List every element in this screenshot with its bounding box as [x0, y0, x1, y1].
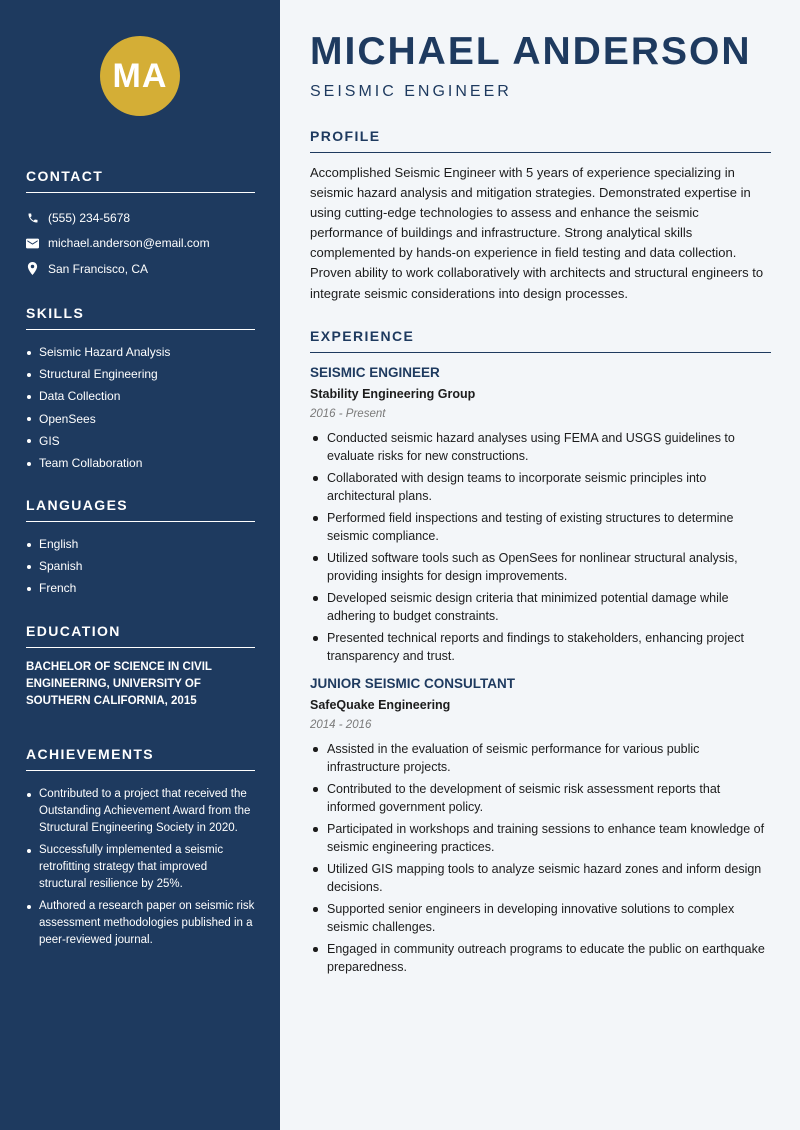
job-company: Stability Engineering Group — [310, 387, 476, 401]
email-text: michael.anderson@email.com — [48, 236, 210, 251]
list-item: OpenSees — [26, 408, 255, 430]
education-degree: BACHELOR OF SCIENCE IN CIVIL ENGINEERING, UNIVERSITY OF SOUTHERN CALIFORNIA, 2015 — [26, 661, 212, 707]
list-item: Presented technical reports and findings to stakeholders, enhancing project transparency and trust. — [310, 629, 771, 665]
list-item: Contributed to a project that received the Outstanding Achievement Award from the Structural Engineering Society in 2020. — [26, 786, 255, 837]
phone-text: (555) 234-5678 — [48, 210, 131, 225]
job-entry — [310, 365, 771, 665]
list-item: Assisted in the evaluation of seismic performance for various public infrastructure projects. — [310, 740, 771, 776]
profile-section — [310, 128, 771, 304]
list-item: Supported senior engineers in developing innovative solutions to complex seismic challenges. — [310, 900, 771, 936]
list-item: French — [26, 577, 255, 599]
location-text: San Francisco, CA — [48, 261, 149, 276]
list-item: English — [26, 533, 255, 555]
job-bullets — [310, 429, 771, 665]
achievements-heading: ACHIEVEMENTS — [26, 746, 255, 771]
languages-heading: LANGUAGES — [26, 497, 255, 522]
job-bullets — [310, 740, 771, 976]
achievements-list — [26, 786, 255, 949]
contact-email — [26, 231, 255, 257]
list-item: GIS — [26, 430, 255, 452]
candidate-name: MICHAEL ANDERSON — [310, 30, 752, 73]
contact-phone — [26, 205, 255, 231]
experience-section — [310, 328, 771, 980]
job-dates: 2014 - 2016 — [310, 719, 372, 731]
list-item: Utilized GIS mapping tools to analyze seismic hazard zones and inform design decisions. — [310, 860, 771, 896]
list-item: Participated in workshops and training sessions to enhance team knowledge of seismic engineering practices. — [310, 820, 771, 856]
job-dates: 2016 - Present — [310, 408, 386, 420]
list-item: Data Collection — [26, 385, 255, 407]
list-item: Performed field inspections and testing of existing structures to determine seismic compliance. — [310, 509, 771, 545]
contact-section — [26, 168, 255, 282]
list-item: Utilized software tools such as OpenSees for nonlinear structural analysis, providing insights for design improvements. — [310, 549, 771, 585]
job-entry — [310, 676, 771, 976]
list-item: Engaged in community outreach programs to educate the public on earthquake preparedness. — [310, 940, 771, 976]
contact-list — [26, 205, 255, 282]
list-item: Collaborated with design teams to incorporate seismic principles into architectural plans. — [310, 469, 771, 505]
profile-summary: Accomplished Seismic Engineer with 5 years of experience specializing in seismic hazard analysis and mitigation strategies. Demonstrated expertise in using cutting-edge technologies to assess and enhance the seismic performance of buildings and infrastructure. Strong analytical skills complemented by hands-on experience in field testing and data collection. Proven ability to work collaboratively with architects and structural engineers to integrate seismic considerations into design processes. — [310, 165, 764, 301]
avatar: MA — [100, 36, 180, 116]
languages-section — [26, 497, 255, 600]
education-heading: EDUCATION — [26, 623, 255, 648]
list-item: Spanish — [26, 555, 255, 577]
list-item: Developed seismic design criteria that minimized potential damage while adhering to budget constraints. — [310, 589, 771, 625]
education-section — [26, 623, 255, 710]
list-item: Contributed to the development of seismic risk assessment reports that informed government policy. — [310, 780, 771, 816]
skills-list — [26, 341, 255, 474]
list-item: Authored a research paper on seismic risk assessment methodologies published in a peer-reviewed journal. — [26, 898, 255, 949]
profile-heading: PROFILE — [310, 128, 771, 153]
location-pin-icon — [26, 262, 39, 275]
skills-heading: SKILLS — [26, 305, 255, 330]
list-item: Successfully implemented a seismic retrofitting strategy that improved structural resilience by 25%. — [26, 842, 255, 893]
phone-icon — [26, 211, 39, 224]
list-item: Seismic Hazard Analysis — [26, 341, 255, 363]
skills-section — [26, 305, 255, 474]
list-item: Structural Engineering — [26, 363, 255, 385]
job-title: JUNIOR SEISMIC CONSULTANT — [310, 676, 516, 691]
job-company: SafeQuake Engineering — [310, 698, 451, 712]
achievements-section — [26, 746, 255, 954]
languages-list — [26, 533, 255, 600]
sidebar — [0, 0, 280, 1130]
job-title: SEISMIC ENGINEER — [310, 365, 440, 380]
contact-location — [26, 256, 255, 282]
list-item: Conducted seismic hazard analyses using FEMA and USGS guidelines to evaluate risks for new constructions. — [310, 429, 771, 465]
contact-heading: CONTACT — [26, 168, 255, 193]
experience-heading: EXPERIENCE — [310, 328, 771, 353]
list-item: Team Collaboration — [26, 452, 255, 474]
job-title-header: SEISMIC ENGINEER — [310, 83, 512, 100]
email-icon — [26, 237, 39, 250]
